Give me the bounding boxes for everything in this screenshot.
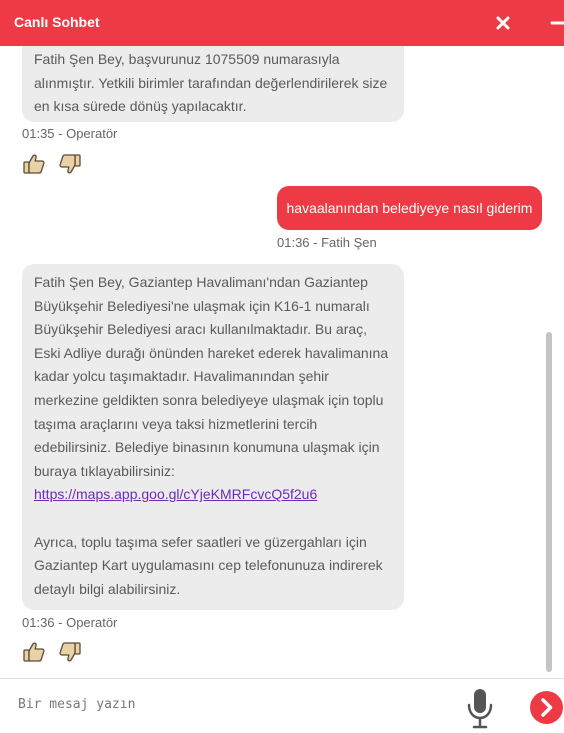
paragraph-gap xyxy=(34,507,392,531)
message-line: Büyükşehir Belediyesi'ne ulaşmak için K16-1 numaralı xyxy=(34,297,370,314)
maps-link[interactable]: https://maps.app.goo.gl/cYjeKMRFcvcQ5f2u6 xyxy=(34,486,318,503)
message-line: taşıma araçlarını veya taksi hizmetlerini tercih xyxy=(34,415,318,432)
thumbs-down-icon xyxy=(58,640,82,664)
thumbs-down-icon xyxy=(58,152,82,176)
message-line: merkezine geldikten sonra belediyeye ulaşmak için toplu xyxy=(34,391,384,408)
operator-message xyxy=(22,46,404,122)
message-line: kadar yolcu taşımaktadır. Havalimanından şehir xyxy=(34,368,329,385)
thumbs-up-icon xyxy=(22,640,46,664)
message-meta: 01:36 - Fatih Şen xyxy=(277,235,377,250)
minimize-button[interactable] xyxy=(546,10,564,36)
close-icon xyxy=(490,10,516,36)
thumbs-up-button[interactable] xyxy=(22,152,46,176)
send-arrow-icon xyxy=(530,691,563,724)
thumbs-up-button[interactable] xyxy=(22,640,46,664)
message-line: detaylı bilgi alabilirsiniz. xyxy=(34,580,181,597)
message-meta: 01:35 - Operatör xyxy=(22,126,118,141)
message-line: Ayrıca, toplu taşıma sefer saatleri ve güzergahları için xyxy=(34,533,367,550)
close-button[interactable] xyxy=(490,10,516,36)
message-line: edebilirsiniz. Belediye binasının konumuna ulaşmak için xyxy=(34,439,380,456)
scrollbar-thumb[interactable] xyxy=(546,332,552,672)
message-composer xyxy=(0,678,564,733)
message-line: alınmıştır. Yetkili birimler tarafından değerlendirilerek size xyxy=(34,74,388,91)
message-line: Büyükşehir Belediyesi aracı kullanılmaktadır. Bu araç, xyxy=(34,321,368,338)
message-line: Fatih Şen Bey, başvurunuz 1075509 numarasıyla xyxy=(34,51,340,67)
microphone-button[interactable] xyxy=(464,687,496,731)
header-title: Canlı Sohbet xyxy=(14,14,100,30)
message-line: en kısa sürede dönüş yapılacaktır. xyxy=(34,98,247,115)
message-line: Eski Adliye durağı önünden hareket ederek havalimanına xyxy=(34,344,389,361)
message-line: Fatih Şen Bey, Gaziantep Havalimanı'ndan Gaziantep xyxy=(34,274,368,290)
message-line: buraya tıklayabilirsiniz: xyxy=(34,462,175,479)
chat-header xyxy=(0,0,564,46)
microphone-icon xyxy=(464,687,496,731)
operator-message xyxy=(22,264,404,610)
thumbs-down-button[interactable] xyxy=(58,640,82,664)
message-list[interactable] xyxy=(0,46,564,678)
message-meta: 01:36 - Operatör xyxy=(22,615,118,630)
minimize-icon xyxy=(546,10,564,36)
message-input[interactable] xyxy=(18,689,438,719)
user-message xyxy=(277,186,542,230)
send-button[interactable] xyxy=(530,691,563,724)
user-message-text: havaalanından belediyeye nasıl giderim xyxy=(286,200,533,216)
thumbs-up-icon xyxy=(22,152,46,176)
thumbs-down-button[interactable] xyxy=(58,152,82,176)
message-line: Gaziantep Kart uygulamasını cep telefonunuza indirerek xyxy=(34,557,383,574)
